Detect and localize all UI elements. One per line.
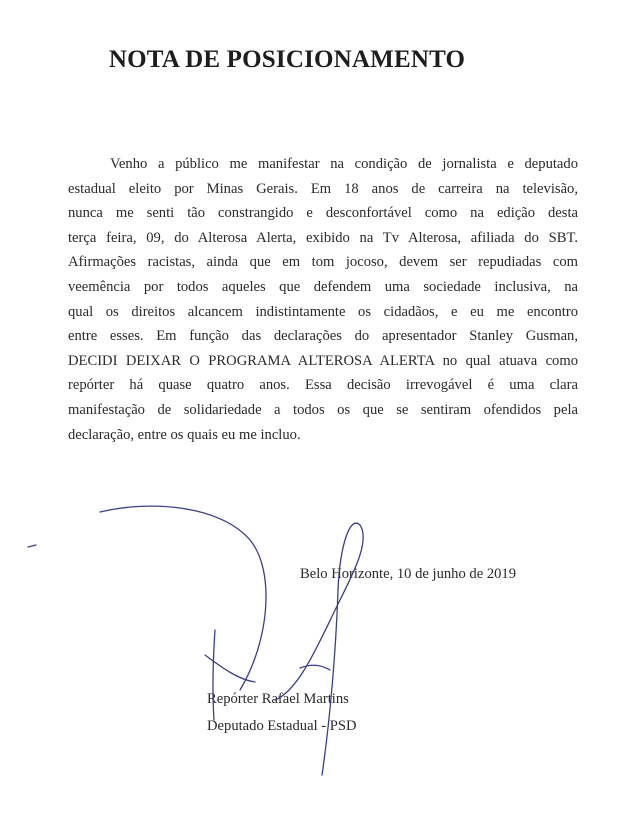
body-line: terça feira, 09, do Alterosa Alerta, exibido na Tv Alterosa, afiliada do SBT. (68, 229, 578, 246)
body-line: manifestação de solidariedade a todos os que se sentiram ofendidos pela (68, 401, 578, 418)
body-line: entre esses. Em função das declarações do apresentador Stanley Gusman, (68, 328, 578, 345)
body-line: Afirmações racistas, ainda que em tom jocoso, devem ser repudiadas com (68, 254, 578, 271)
statement-body (68, 152, 578, 447)
body-line: Venho a público me manifestar na condição de jornalista e deputado (110, 156, 578, 172)
body-line: veemência por todos aqueles que defendem uma sociedade inclusiva, na (68, 278, 578, 295)
body-line: DECIDI DEIXAR O PROGRAMA ALTEROSA ALERTA no qual atuava como (68, 352, 578, 369)
body-line: estadual eleito por Minas Gerais. Em 18 anos de carreira na televisão, (68, 180, 578, 197)
signer-role: Deputado Estadual - PSD (207, 718, 357, 734)
body-line: declaração, entre os quais eu me incluo. (68, 426, 301, 443)
body-line: qual os direitos alcancem indistintamente os cidadãos, e eu me encontro (68, 303, 578, 320)
body-line: repórter há quase quatro anos. Essa decisão irrevogável é uma clara (68, 377, 578, 394)
document-title: NOTA DE POSICIONAMENTO (108, 46, 466, 73)
date-line: Belo Horizonte, 10 de junho de 2019 (300, 566, 517, 582)
signer-name: Repórter Rafael Martins (207, 691, 349, 707)
body-line: nunca me senti tão constrangido e desconfortável como na edição desta (68, 205, 578, 222)
